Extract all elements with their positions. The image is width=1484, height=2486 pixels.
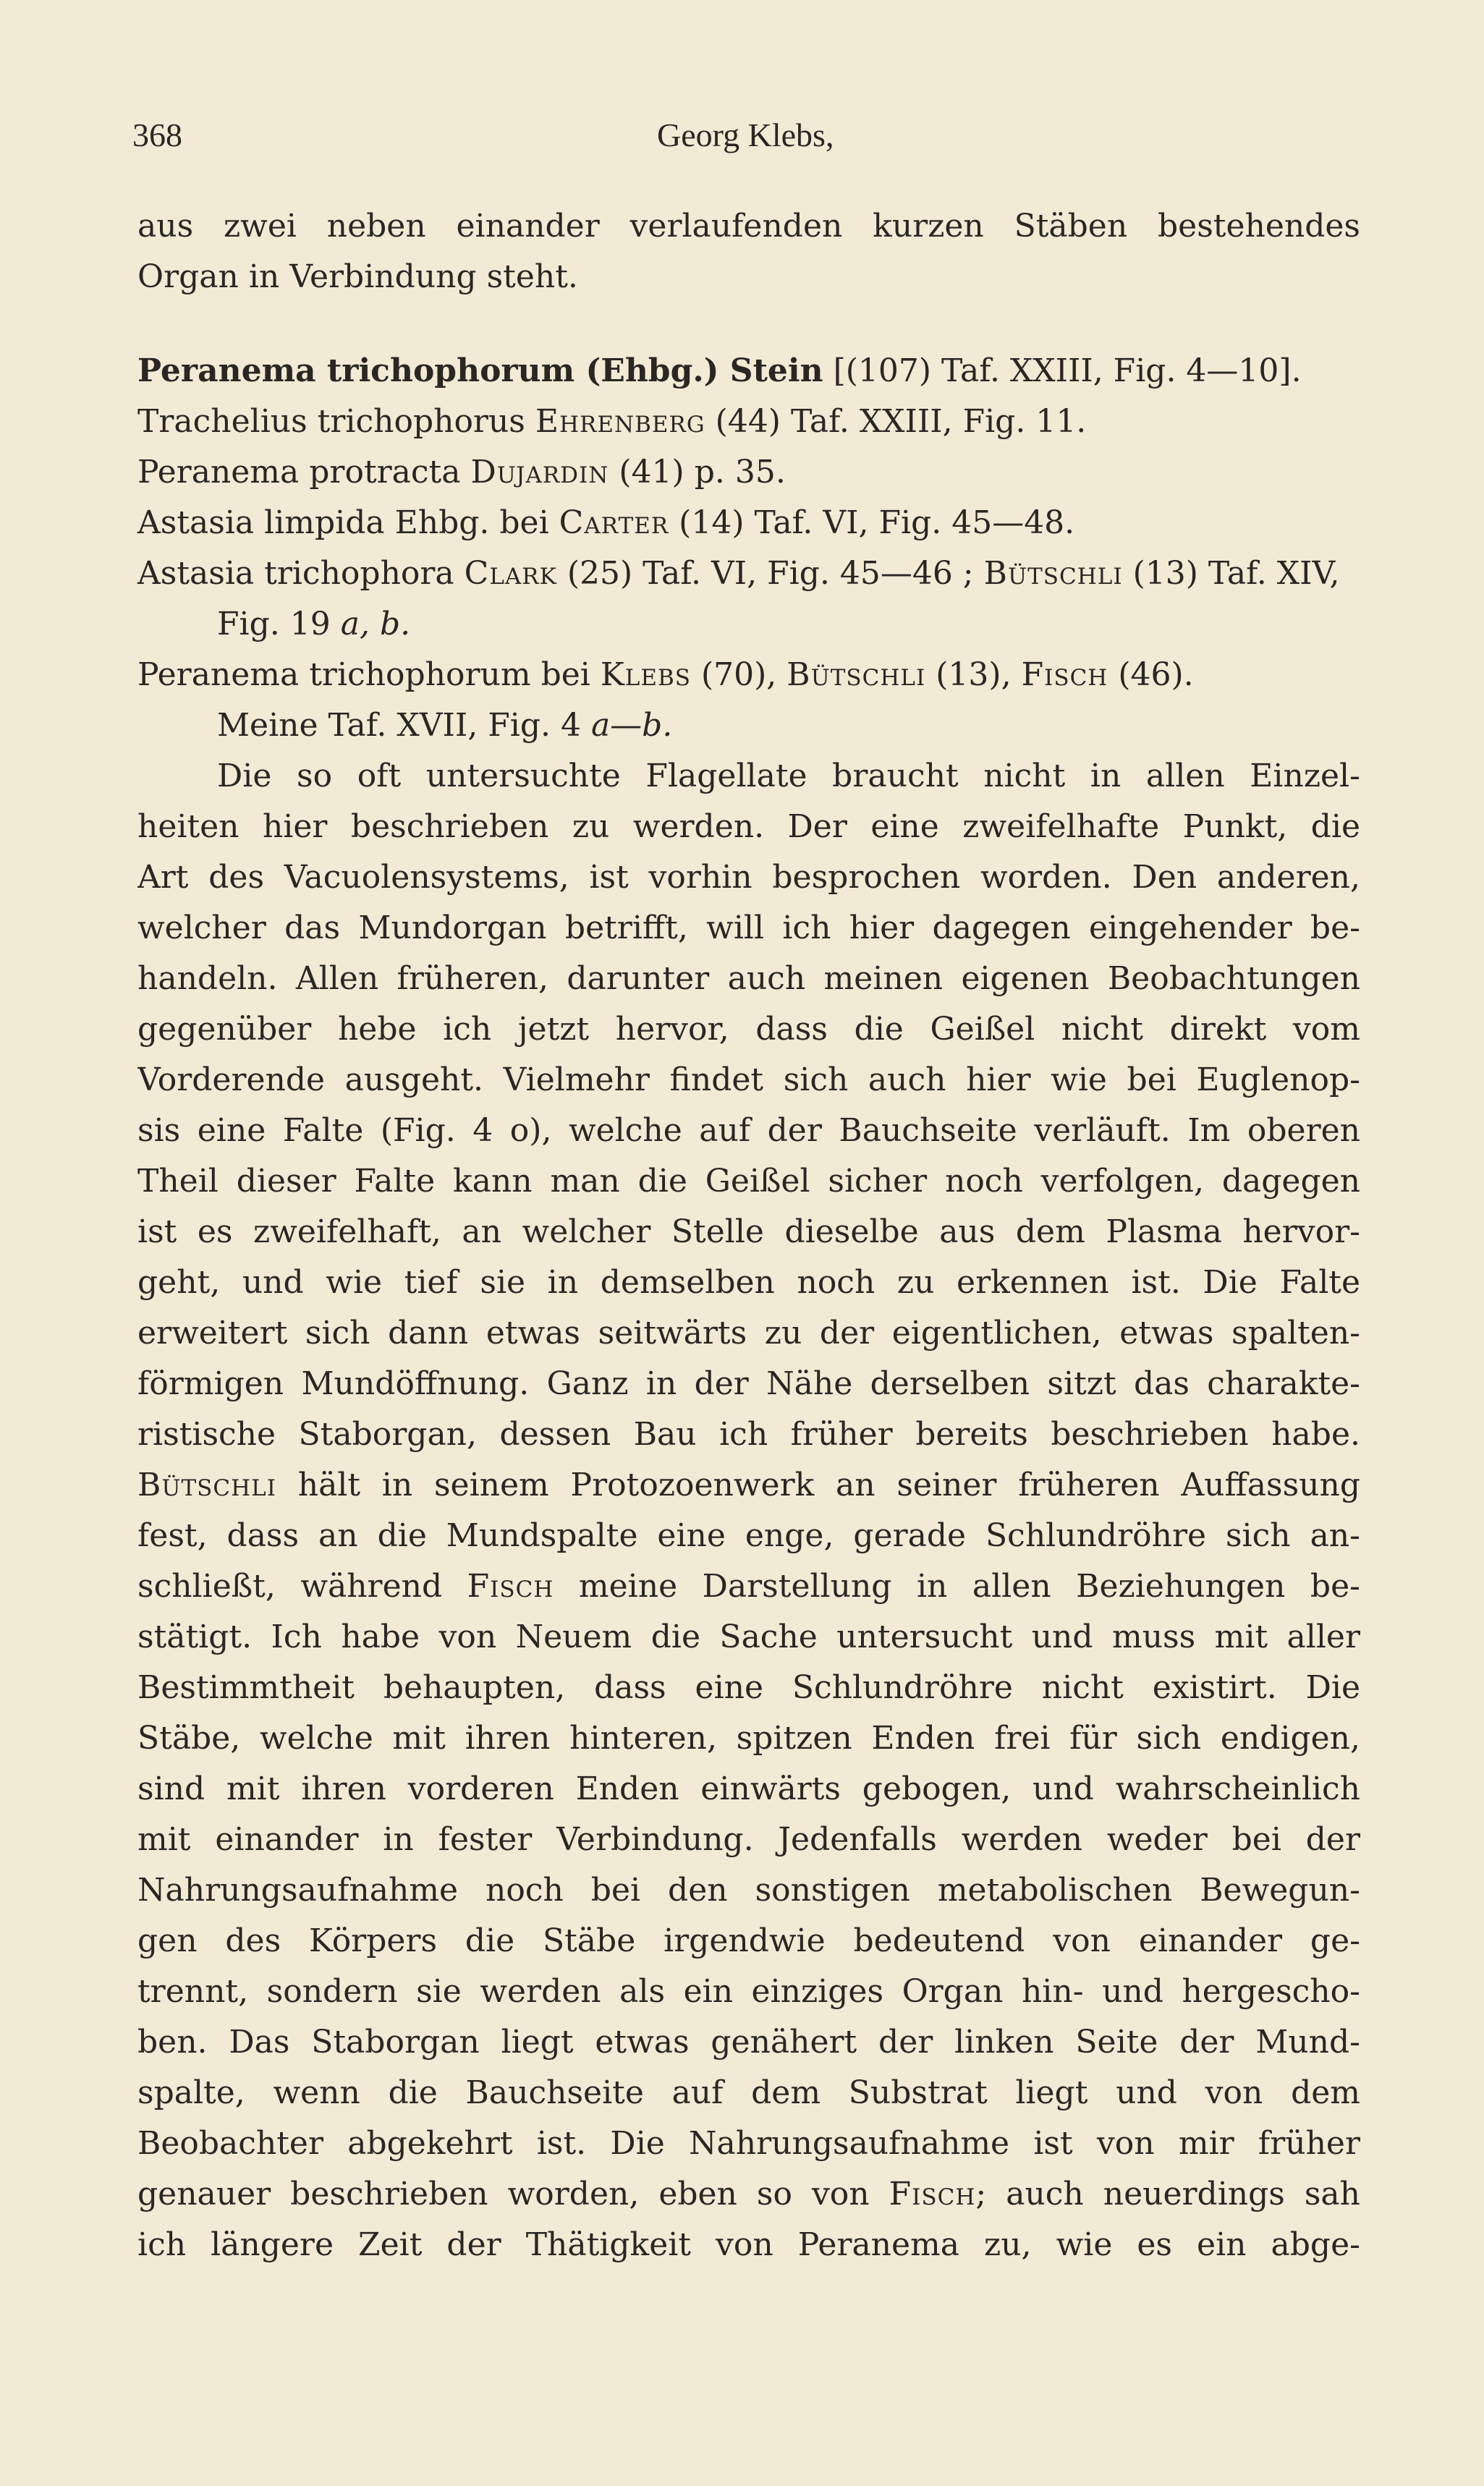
text-line: trennt, sondern sie werden als ein einziges Organ hin- und hergescho- — [137, 1973, 1360, 2010]
text-line: mit einander in fester Verbindung. Jedenfalls werden weder bei der — [137, 1821, 1360, 1858]
text-line: geht, und wie tief sie in demselben noch zu erkennen ist. Die Falte — [137, 1264, 1360, 1301]
text-line: heiten hier beschrieben zu werden. Der eine zweifelhafte Punkt, die — [137, 808, 1360, 845]
page-number: 368 — [132, 116, 182, 153]
text-line: ist es zweifelhaft, an welcher Stelle dieselbe aus dem Plasma hervor- — [137, 1213, 1360, 1250]
author-name: Dujardin — [470, 454, 609, 491]
synonym-reference: (70), — [700, 656, 777, 693]
synonym-line — [137, 451, 1360, 494]
author-name: Bütschli — [983, 555, 1123, 592]
species-reference: [(107) Taf. XXIII, Fig. 4—10]. — [833, 352, 1302, 389]
synonym-reference: (44) Taf. XXIII, Fig. 11. — [715, 403, 1087, 440]
synonym-name: Astasia limpida Ehbg. bei — [137, 504, 549, 541]
text-line: ben. Das Staborgan liegt etwas genähert der linken Seite der Mund- — [137, 2024, 1360, 2061]
text-line: Stäbe, welche mit ihren hinteren, spitzen Enden frei für sich endigen, — [137, 1720, 1360, 1757]
text-line: Vorderende ausgeht. Vielmehr findet sich auch hier wie bei Euglenop- — [137, 1061, 1360, 1098]
text-line — [137, 1464, 1360, 1507]
text-line: ristische Staborgan, dessen Bau ich früher bereits beschrieben habe. — [137, 1416, 1360, 1453]
author-name: Clark — [464, 555, 557, 592]
synonym-name: Astasia trichophora — [137, 555, 454, 592]
text-fragment: ; auch neuerdings sah — [975, 2176, 1360, 2213]
author-name: Fisch — [467, 1568, 554, 1605]
figure-reference: Fig. 19 — [217, 606, 331, 642]
author-name: Klebs — [600, 656, 691, 693]
synonym-reference: (41) p. 35. — [619, 454, 786, 491]
text-line: handeln. Allen früheren, darunter auch meinen eigenen Beobachtungen — [137, 960, 1360, 997]
species-heading: Peranema trichophorum (Ehbg.) Stein — [137, 352, 823, 389]
text-line: sind mit ihren vorderen Enden einwärts gebogen, und wahrscheinlich — [137, 1770, 1360, 1807]
text-line: aus zwei neben einander verlaufenden kurzen Stäben bestehendes — [137, 208, 1360, 245]
text-line: Beobachter abgekehrt ist. Die Nahrungsaufnahme ist von mir früher — [137, 2125, 1360, 2162]
text-line: Nahrungsaufnahme noch bei den sonstigen metabolischen Bewegun- — [137, 1872, 1360, 1909]
page-header — [132, 116, 1362, 159]
synonym-line — [137, 552, 1360, 595]
species-heading-line — [137, 349, 1360, 393]
synonym-reference: (46). — [1118, 656, 1194, 693]
figure-reference: Meine Taf. XVII, Fig. 4 — [217, 707, 581, 744]
text-line: ich längere Zeit der Thätigkeit von Peranema zu, wie es ein abge- — [137, 2226, 1360, 2263]
text-line: Bestimmtheit behaupten, dass eine Schlundröhre nicht existirt. Die — [137, 1669, 1360, 1706]
text-fragment: schließt, während — [137, 1568, 443, 1605]
synonym-reference: (13), — [936, 656, 1012, 693]
synonym-line — [217, 704, 1440, 747]
text-fragment: hält in seinem Protozoenwerk an seiner früheren Auffassung — [297, 1467, 1360, 1503]
text-line — [137, 1565, 1360, 1608]
text-line — [137, 2173, 1360, 2216]
synonym-reference: (13) Taf. XIV, — [1132, 555, 1340, 592]
text-line: Die so oft untersuchte Flagellate braucht nicht in allen Einzel- — [217, 758, 1360, 794]
synonym-line — [137, 400, 1360, 444]
synonym-line — [217, 603, 1440, 646]
text-line: Art des Vacuolensystems, ist vorhin besprochen worden. Den anderen, — [137, 859, 1360, 896]
text-fragment: meine Darstellung in allen Beziehungen be- — [578, 1568, 1360, 1605]
synonym-name: Peranema trichophorum bei — [137, 656, 590, 693]
text-line: spalte, wenn die Bauchseite auf dem Substrat liegt und von dem — [137, 2074, 1360, 2111]
text-line: förmigen Mundöffnung. Ganz in der Nähe derselben sitzt das charakte- — [137, 1365, 1360, 1402]
author-name: Fisch — [889, 2176, 976, 2213]
running-head: Georg Klebs, — [657, 116, 834, 153]
author-name: Bütschli — [137, 1467, 276, 1503]
synonym-reference: (25) Taf. VI, Fig. 45—46 ; — [567, 555, 974, 592]
text-line: welcher das Mundorgan betrifft, will ich hier dagegen eingehender be- — [137, 909, 1360, 946]
synonym-line — [137, 653, 1360, 697]
text-line: stätigt. Ich habe von Neuem die Sache untersucht und muss mit aller — [137, 1619, 1360, 1655]
figure-reference-italic: a—b. — [590, 707, 673, 744]
text-line: gen des Körpers die Stäbe irgendwie bedeutend von einander ge- — [137, 1922, 1360, 1959]
text-line: Organ in Verbindung steht. — [137, 258, 578, 295]
author-name: Carter — [559, 504, 669, 541]
author-name: Fisch — [1021, 656, 1108, 693]
synonym-line — [137, 501, 1360, 545]
text-line: sis eine Falte (Fig. 4 o), welche auf der Bauchseite verläuft. Im oberen — [137, 1112, 1360, 1149]
synonym-name: Trachelius trichophorus — [137, 403, 525, 440]
synonym-name: Peranema protracta — [137, 454, 461, 491]
text-line: erweitert sich dann etwas seitwärts zu der eigentlichen, etwas spalten- — [137, 1315, 1360, 1352]
author-name: Bütschli — [786, 656, 926, 693]
text-line: Theil dieser Falte kann man die Geißel sicher noch verfolgen, dagegen — [137, 1163, 1360, 1200]
synonym-reference: (14) Taf. VI, Fig. 45—48. — [679, 504, 1075, 541]
text-fragment: genauer beschrieben worden, eben so von — [137, 2176, 870, 2213]
text-line: gegenüber hebe ich jetzt hervor, dass die Geißel nicht direkt vom — [137, 1011, 1360, 1048]
text-line: fest, dass an die Mundspalte eine enge, gerade Schlundröhre sich an- — [137, 1517, 1360, 1554]
author-name: Ehrenberg — [535, 403, 705, 440]
figure-reference-italic: a, b. — [340, 606, 411, 642]
